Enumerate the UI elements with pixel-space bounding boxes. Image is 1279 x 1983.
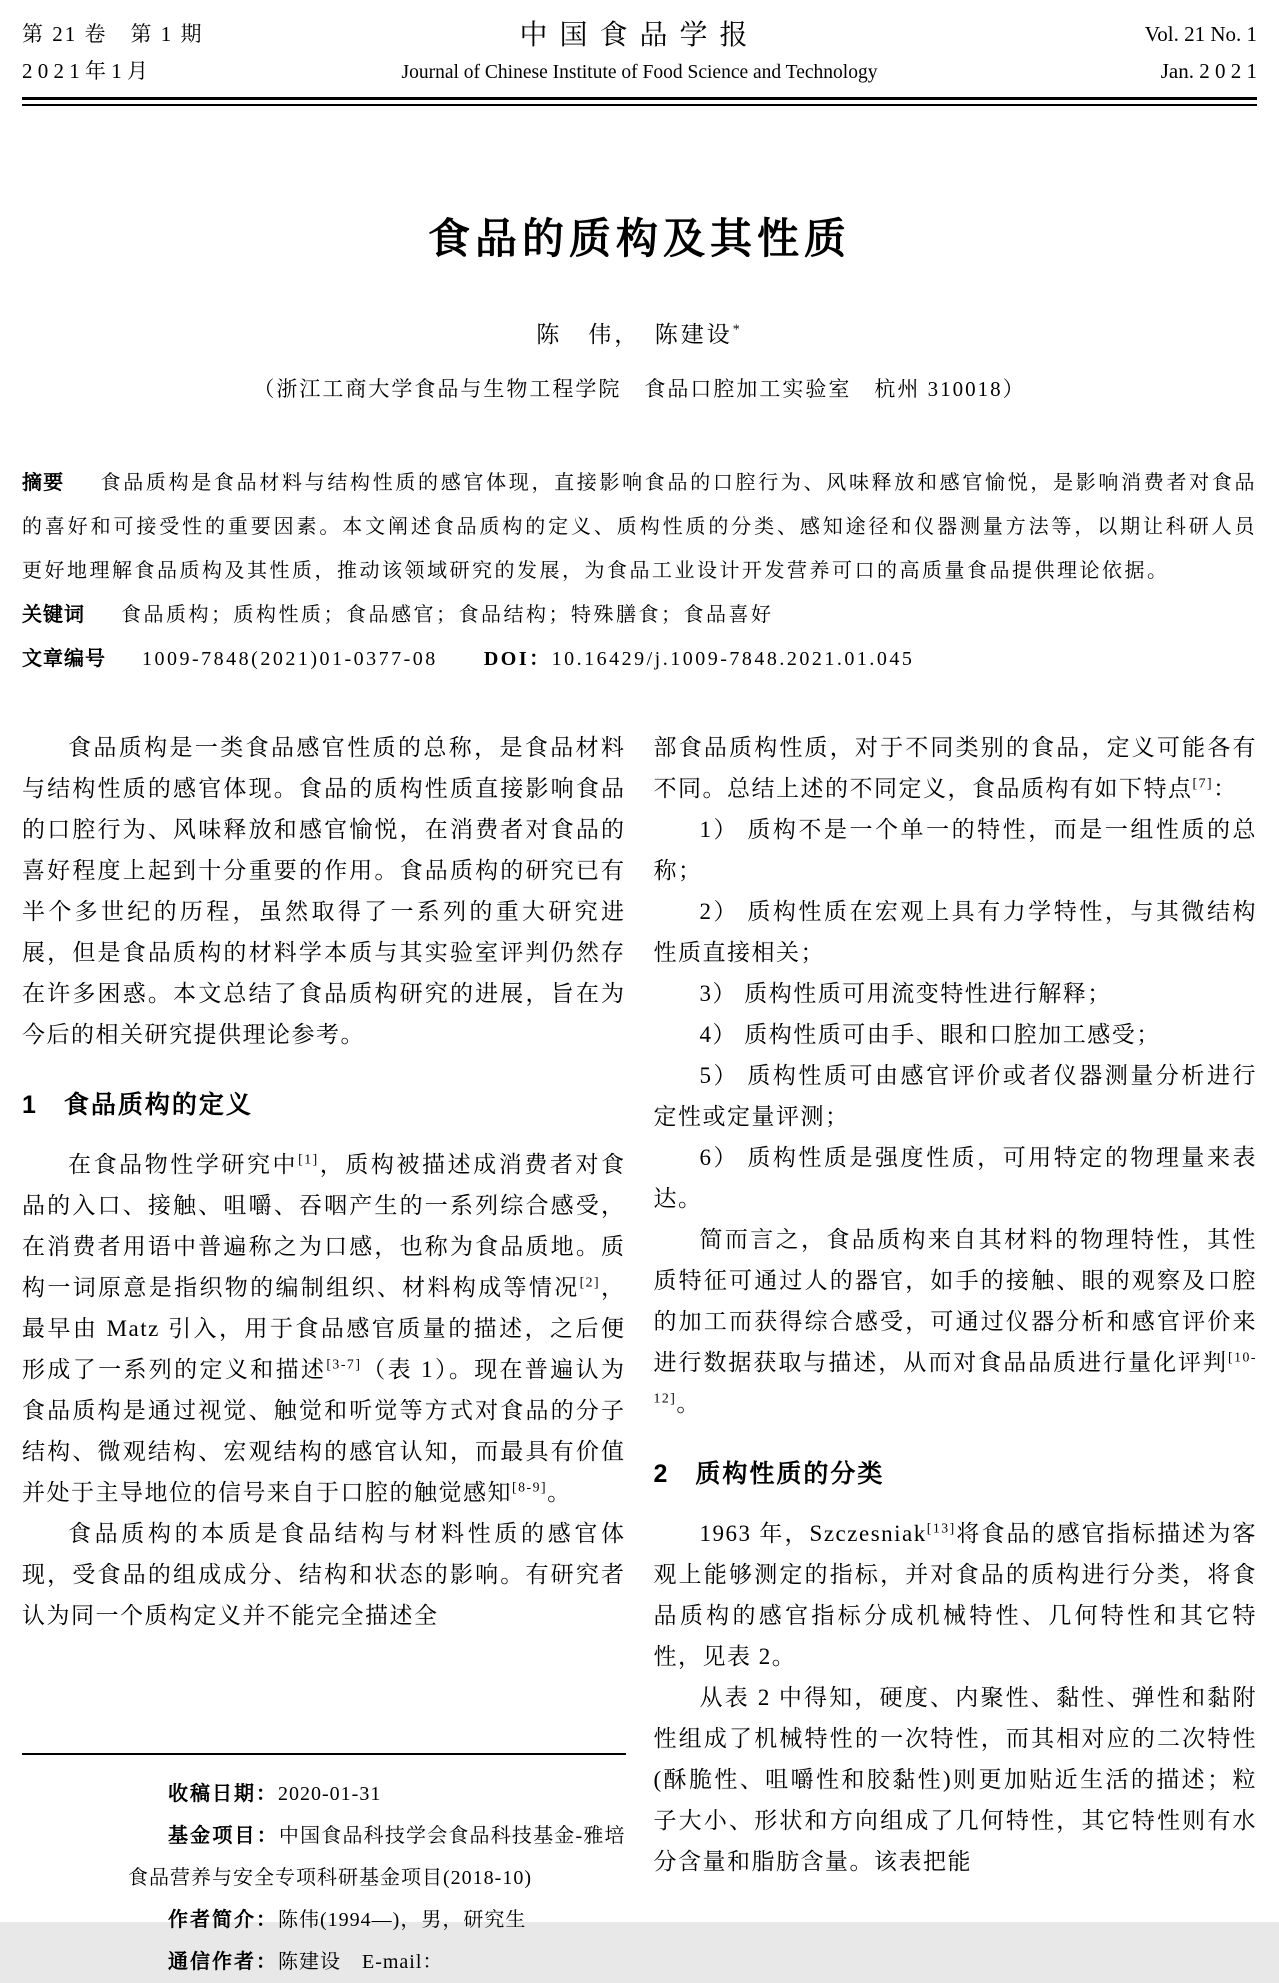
journal-name-cn: 中国食品学报 xyxy=(519,20,760,51)
affiliation: （浙江工商大学食品与生物工程学院 食品口腔加工实验室 杭州 310018） xyxy=(253,377,1026,401)
feature-item-2: 2） 质构性质在宏观上具有力学特性，与其微结构性质直接相关； xyxy=(653,899,1257,965)
article-number-label: 文章编号 xyxy=(22,648,106,670)
feature-item-5: 5） 质构性质可由感官评价或者仪器测量分析进行定性或定量评测； xyxy=(653,1063,1257,1129)
abstract-text: 食品质构是食品材料与结构性质的感官体现，直接影响食品的口腔行为、风味释放和感官愉悦，是影响消费者对食品的喜好和可接受性的重要因素。本文阐述食品质构的定义、质构性质的分类、感知途径和仪器测量方法等，以期让科研人员更好地理解食品质构及其性质，推动该领域研究的发展，为食品工业设计开发营养可口的高质量食品提供理论依据。 xyxy=(22,472,1258,582)
received-date: 2020-01-31 xyxy=(278,1783,382,1805)
article-body xyxy=(22,727,1257,1983)
section-1-paragraph-1: 在食品物性学研究中[1]，质构被描述成消费者对食品的入口、接触、咀嚼、吞咽产生的一系列综合感受，在消费者用语中普遍称之为口感，也称为食品质地。质构一词原意是指织物的编制组织、材料构成等情况[2]，最早由 Matz 引入，用于食品感官质量的描述，之后便形成了一系列的定义和描述[3-7]（表 1）。现在普遍认为食品质构是通过视觉、触觉和听觉等方式对食品的分子结构、微观结构、宏观结构的感官认知，而最具有价值并处于主导地位的信号来自于口腔的触觉感知[8-9]。 xyxy=(22,1151,626,1505)
header-left xyxy=(22,16,254,90)
article-number-paragraph xyxy=(22,637,1257,681)
header-right xyxy=(1025,16,1257,90)
corresponding-text: 陈建设 E-mail： xyxy=(278,1951,444,1973)
abstract-paragraph xyxy=(22,461,1257,593)
keywords-paragraph xyxy=(22,593,1257,637)
volume-issue-cn: 第 21 卷 第 1 期 xyxy=(22,22,204,46)
header-center xyxy=(254,16,1025,90)
abstract-label: 摘要 xyxy=(22,472,65,494)
header-divider xyxy=(22,97,1257,106)
section-2-number: 2 xyxy=(653,1460,670,1488)
continuation-paragraph: 部食品质构性质，对于不同类别的食品，定义可能各有不同。总结上述的不同定义，食品质构有如下特点[7]： xyxy=(653,735,1257,801)
footnotes-block xyxy=(22,1753,626,1983)
author-bio-label: 作者简介： xyxy=(168,1909,278,1931)
section-1-heading xyxy=(22,1085,626,1126)
section-1-paragraph-2: 食品质构的本质是食品结构与材料性质的感官体现，受食品的组成成分、结构和状态的影响。有研究者认为同一个质构定义并不能完全描述全 xyxy=(22,1521,626,1628)
feature-item-1: 1） 质构不是一个单一的特性，而是一组性质的总称； xyxy=(653,817,1257,883)
article-number: 1009-7848(2021)01-0377-08 xyxy=(142,648,438,670)
footnote-author-bio xyxy=(22,1899,626,1941)
feature-item-6: 6） 质构性质是强度性质，可用特定的物理量来表达。 xyxy=(653,1145,1257,1211)
section-2-paragraph-2: 从表 2 中得知，硬度、内聚性、黏性、弹性和黏附性组成了机械特性的一次特性，而其相对应的二次特性(酥脆性、咀嚼性和胶黏性)则更加贴近生活的描述；粒子大小、形状和方向组成了几何特性，其它特性则有水分含量和脂肪含量。该表把能 xyxy=(653,1685,1257,1874)
footnote-corresponding xyxy=(22,1941,626,1983)
keywords-label: 关键词 xyxy=(22,604,85,626)
section-2-title: 质构性质的分类 xyxy=(695,1460,885,1488)
date-cn: 2 0 2 1 年 1 月 xyxy=(22,59,148,83)
footnote-received xyxy=(22,1773,626,1815)
footnote-fund xyxy=(22,1815,626,1899)
volume-issue-en: Vol. 21 No. 1 xyxy=(1144,22,1257,46)
received-date-label: 收稿日期： xyxy=(168,1783,278,1805)
fund-text: 中国食品科技学会食品科技基金-雅培食品营养与安全专项科研基金项目(2018-10) xyxy=(128,1825,626,1889)
corresponding-author-mark: * xyxy=(732,322,743,338)
fund-label: 基金项目： xyxy=(168,1825,279,1847)
author-bio-text: 陈伟(1994—)，男，研究生 xyxy=(278,1909,527,1931)
feature-item-3: 3） 质构性质可用流变特性进行解释； xyxy=(699,981,1112,1006)
feature-item-4: 4） 质构性质可由手、眼和口腔加工感受； xyxy=(699,1022,1161,1047)
journal-header xyxy=(22,16,1257,90)
left-column xyxy=(22,727,626,1983)
right-column xyxy=(654,727,1258,1983)
journal-name-en: Journal of Chinese Institute of Food Science and Technology xyxy=(401,62,878,83)
intro-paragraph: 食品质构是一类食品感官性质的总称，是食品材料与结构性质的感官体现。食品的质构性质直接影响食品的口腔行为、风味释放和感官愉悦，在消费者对食品的喜好程度上起到十分重要的作用。食品质构的研究已有半个多世纪的历程，虽然取得了一系列的重大研究进展，但是食品质构的材料学本质与其实验室评判仍然存在许多困惑。本文总结了食品质构研究的进展，旨在为今后的相关研究提供理论参考。 xyxy=(22,735,626,1047)
author-names: 陈 伟， 陈建设 xyxy=(536,322,733,347)
doi-value: 10.16429/j.1009-7848.2021.01.045 xyxy=(551,648,915,670)
section-2-heading xyxy=(654,1454,1258,1495)
keywords-text: 食品质构；质构性质；食品感官；食品结构；特殊膳食；食品喜好 xyxy=(121,604,774,626)
date-en: Jan. 2 0 2 1 xyxy=(1160,59,1257,83)
section-2-paragraph-1: 1963 年，Szczesniak[13]将食品的感官指标描述为客观上能够测定的指标，并对食品的质构进行分类，将食品质构的感官指标分成机械特性、几何特性和其它特性，见表 2。 xyxy=(653,1520,1258,1669)
article-title: 食品的质构及其性质 xyxy=(427,215,851,262)
article-meta xyxy=(22,461,1257,681)
authors-line xyxy=(22,316,1257,349)
summary-paragraph: 简而言之，食品质构来自其材料的物理特性，其性质特征可通过人的器官，如手的接触、眼的观察及口腔的加工而获得综合感受，可通过仪器分析和感官评价来进行数据获取与描述，从而对食品品质进行量化评判[10-12]。 xyxy=(653,1227,1257,1416)
section-1-title: 食品质构的定义 xyxy=(63,1091,253,1119)
doi-label: DOI： xyxy=(483,648,552,670)
corresponding-label: 通信作者： xyxy=(168,1951,278,1973)
section-1-number: 1 xyxy=(22,1091,38,1119)
